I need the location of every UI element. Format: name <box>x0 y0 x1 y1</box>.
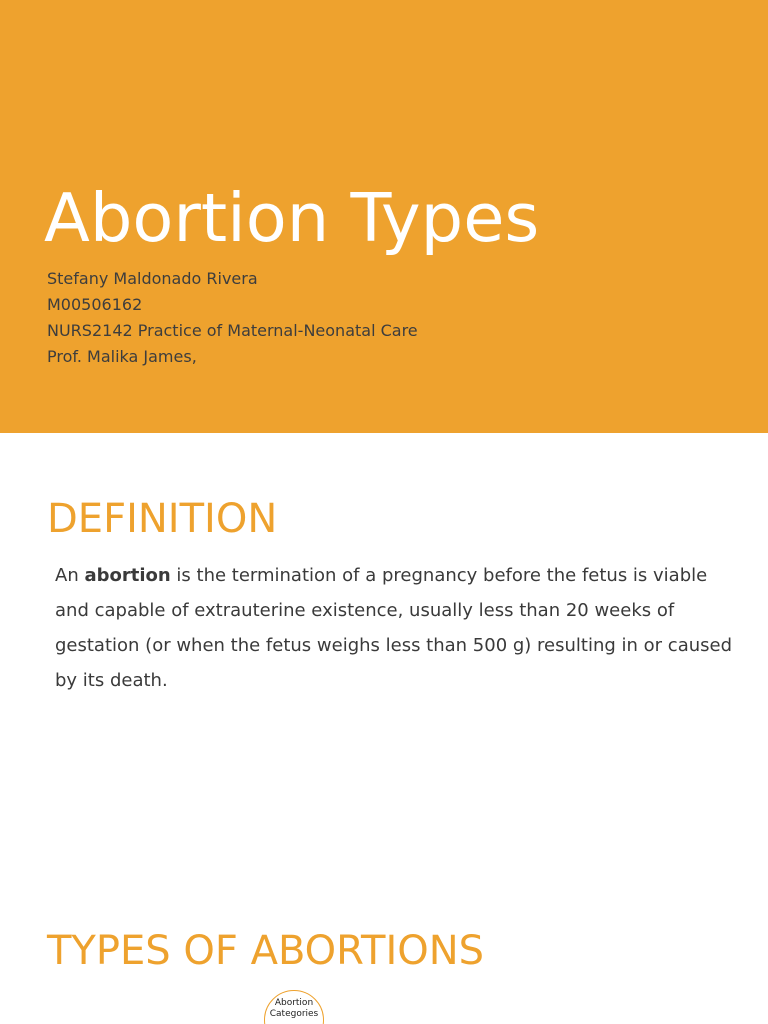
slide-title: Abortion Types <box>44 179 540 257</box>
author-name: Stefany Maldonado Rivera <box>47 269 258 288</box>
diagram-root-label: Abortion Categories <box>269 998 319 1019</box>
definition-heading: DEFINITION <box>47 496 278 542</box>
definition-text-start: An <box>55 565 85 586</box>
types-heading: TYPES OF ABORTIONS <box>47 928 485 974</box>
title-slide <box>0 0 768 433</box>
course-name: NURS2142 Practice of Maternal-Neonatal Care <box>47 321 418 340</box>
definition-text-rest: is the termination of a pregnancy before the fetus is viable and capable of extrauterine existence, usually less than 20 weeks of gestation (or when the fetus weighs less than 500 g) resulting in or caused by its death. <box>55 565 733 691</box>
definition-text <box>55 558 735 698</box>
professor-name: Prof. Malika James, <box>47 347 197 366</box>
author-info <box>47 266 418 370</box>
student-id: M00506162 <box>47 295 143 314</box>
definition-term: abortion <box>84 565 171 586</box>
